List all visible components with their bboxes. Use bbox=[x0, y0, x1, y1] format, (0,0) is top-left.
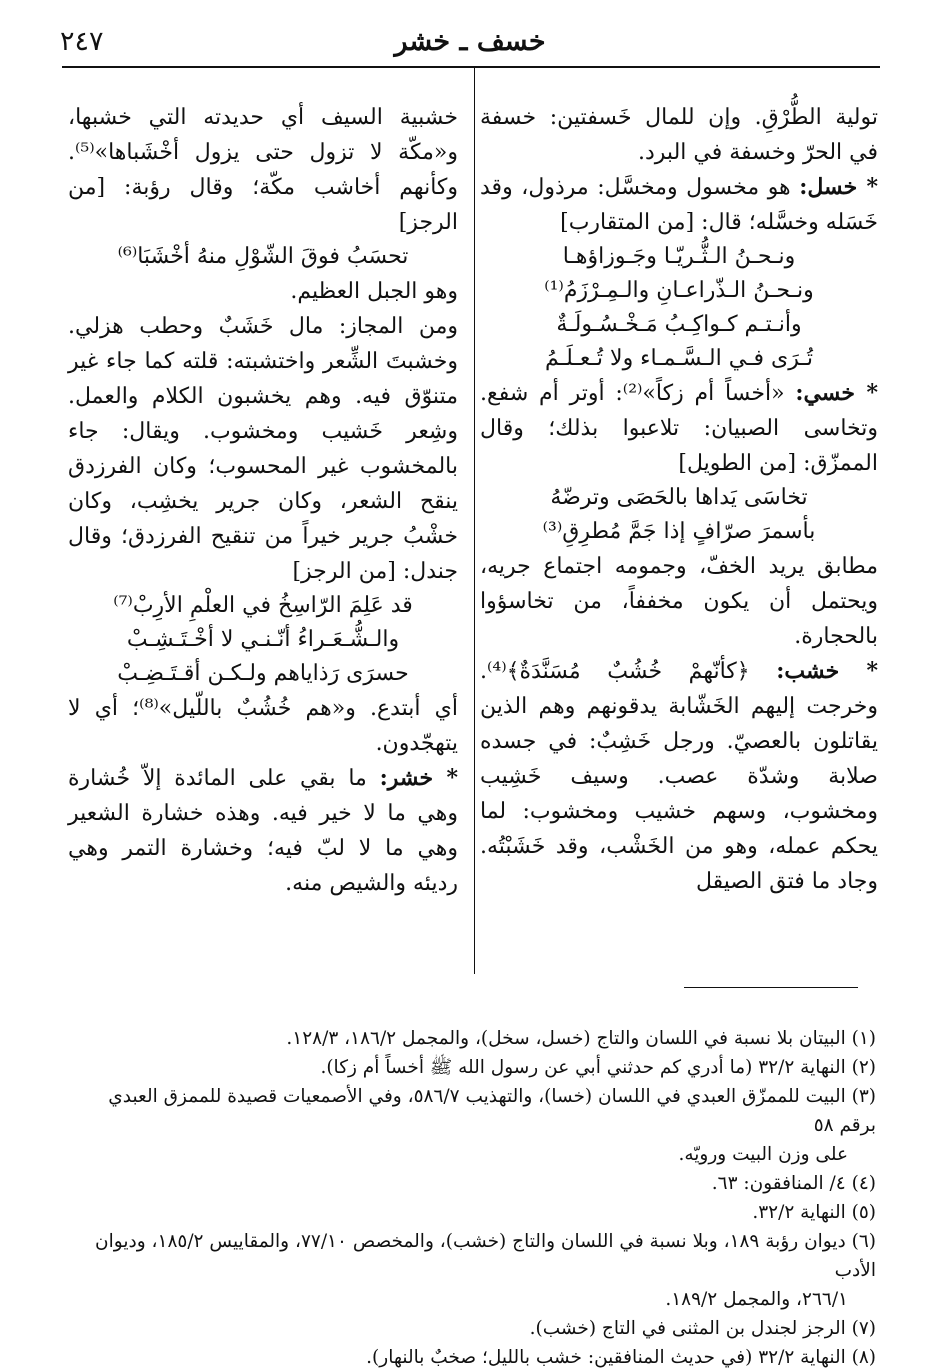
footnote: (٨) النهاية ٣٢/٢ (في حديث المنافقين: خشب بالليل؛ صخبٌ بالنهار). bbox=[366, 1347, 876, 1368]
verse-line: ونـحـنُ الـثُّـريّـا وجَـوزاؤهـا bbox=[562, 244, 796, 269]
paragraph: تولية الطُّرْقِ. وإن للمال خَسفتين: خسفة في الحرّ وخسفة في البرد. bbox=[480, 105, 878, 165]
left-column bbox=[68, 100, 458, 901]
verse-line: وأنـتـم كـواكِـبُ مَـخْـسُـولَـةٌ bbox=[556, 312, 802, 337]
entry-text: ما بقي على المائدة إلاّ خُشارة وهي ما لا خير فيه. وهذه خشارة الشعير وهي ما لا لبّ فيه؛ وخشارة التمر وهي رديئه والشيص منه. bbox=[68, 766, 458, 896]
header-rule bbox=[62, 66, 880, 68]
footnote: (٥) النهاية ٣٢/٢. bbox=[752, 1202, 876, 1223]
footnote: ٢٦٦/١، والمجمل ١٨٩/٢. bbox=[665, 1289, 848, 1310]
footnote: على وزن البيت ورويّه. bbox=[678, 1144, 848, 1165]
entry-text: ﴿كأنّهمْ خُشُبٌ مُسَنَّدَةٌ﴾⁽⁴⁾. وخرجت إليهم الخَشّابة يدقونهم وهم الذين يقاتلون بالعصيّ. ورجل خَشِبٌ: في جسده صلابة وشدّة عصب. وسيف خَشِيب ومخشوب، وسهم خشيب ومخشوب: لما يحكم عمله، وهو من الخَشْب، وقد خَشَبْتُه. وجاد ما فتق الصيقل bbox=[480, 659, 878, 894]
verse-line: ونـحـنُ الـذّراعـانِ والـمِـرْزَمُ⁽¹⁾ bbox=[544, 278, 814, 303]
paragraph: أي أبتدع. و«هم خُشُبٌ باللّيل»⁽⁸⁾؛ أي لا يتهجّدون. bbox=[68, 696, 458, 756]
entry-headword: * خسي: bbox=[795, 380, 878, 406]
page-number: ٢٤٧ bbox=[60, 26, 104, 57]
footnote: (٤) ٤/ المنافقون: ٦٣. bbox=[711, 1173, 876, 1194]
dictionary-entry bbox=[480, 654, 878, 899]
paragraph: مطابق يريد الخفّ، وجمومه اجتماع جريه، ويحتمل أن يكون مخففاً، من تخاسؤوا بالحجارة. bbox=[480, 554, 878, 649]
verse-line: تحسَبُ فوقَ الشّوْلِ منهُ أخْشَبَا⁽⁶⁾ bbox=[117, 244, 409, 269]
page-title: خسف ـ خشر bbox=[394, 26, 546, 57]
paragraph: ومن المجاز: مال خَشَبٌ وحطب هزلي. وخشبتَ الشِّعر واختشبته: قلته كما جاء غير متنوّق فيه. وهم يخشبون الكلام والعمل. وشِعر خَشيب ومخشوب. ويقال: جاء بالمخشوب غير المحسوب؛ وكان الفرزدق ينقح الشعر، وكان جرير يخشِب، وكان خشْبُ جرير خيراً من تنقيح الفرزدق؛ وقال جندل: [من الرجز] bbox=[68, 314, 458, 584]
verse-line: بأسمرَ صرّافٍ إذا جَمَّ مُطرِقِ⁽³⁾ bbox=[542, 519, 816, 544]
column-divider bbox=[474, 66, 475, 974]
entry-text: «أخساً أم زكاً»⁽²⁾: أوتر أم شفع. وتخاسى الصبيان: تلاعبوا بذلك؛ وقال الممزّق: [من الطويل] bbox=[480, 381, 878, 476]
verse-line: حسرَى رَذاياهم ولـكـن أقـتَـضِـبْ bbox=[117, 661, 409, 686]
paragraph: خشبية السيف أي حديدته التي خشبها، و«مكّة لا تزول حتى يزول أخْشَباها»⁽⁵⁾. وكأنهم أخاشب مكّة؛ وقال رؤبة: [من الرجز] bbox=[68, 105, 458, 235]
verse-line: تُـرَى فـي الـسَّـمـاء ولا تُـعـلَـمُ bbox=[545, 346, 813, 371]
right-column bbox=[480, 100, 878, 899]
page-header bbox=[60, 20, 880, 62]
dictionary-entry bbox=[480, 376, 878, 481]
footnote: (٣) البيت للممزّق العبدي في اللسان (خسا)، والتهذيب ٥٨٦/٧، وفي الأصمعيات قصيدة للممزق العبدي برقم ٥٨ bbox=[108, 1086, 876, 1136]
verse-line: تخاسَى يَداها بالحَصَى وترضّهُ bbox=[550, 485, 808, 510]
footnote: (١) البيتان بلا نسبة في اللسان والتاج (خسل، سخل)، والمجمل ١٨٦/٢، ١٢٨/٣. bbox=[286, 1028, 876, 1049]
footnote: (٦) ديوان رؤبة ١٨٩، وبلا نسبة في اللسان والتاج (خشب)، والمخصص ٧٧/١٠، والمقاييس ١٨٥/٢، وديوان الأدب bbox=[95, 1231, 876, 1281]
footnotes bbox=[66, 1024, 876, 1372]
dictionary-entry bbox=[68, 761, 458, 901]
footnote: (٧) الرجز لجندل بن المثنى في التاج (خشب). bbox=[529, 1318, 876, 1339]
entry-headword: * خسل: bbox=[799, 174, 879, 200]
footnote-rule bbox=[684, 987, 858, 988]
dictionary-entry bbox=[480, 170, 878, 240]
paragraph: وهو الجبل العظيم. bbox=[290, 279, 458, 304]
entry-headword: * خشب: bbox=[776, 658, 878, 684]
verse-line: قد عَلِمَ الرّاسِخُ في العلْمِ الأرِبْ⁽⁷⁾ bbox=[113, 593, 413, 618]
verse-line: والـشُّـعَـراءُ أنّـنـي لا أخْـتَـشِـبْ bbox=[126, 627, 400, 652]
footnote: (٢) النهاية ٣٢/٢ (ما أدري كم حدثني أبي عن رسول الله ﷺ أخساً أم زكا). bbox=[320, 1057, 876, 1078]
entry-text: هو مخسول ومخسَّل: مرذول، وقد خَسَله وخسَّله؛ قال: [من المتقارب] bbox=[480, 175, 878, 235]
entry-headword: * خشر: bbox=[379, 765, 458, 791]
